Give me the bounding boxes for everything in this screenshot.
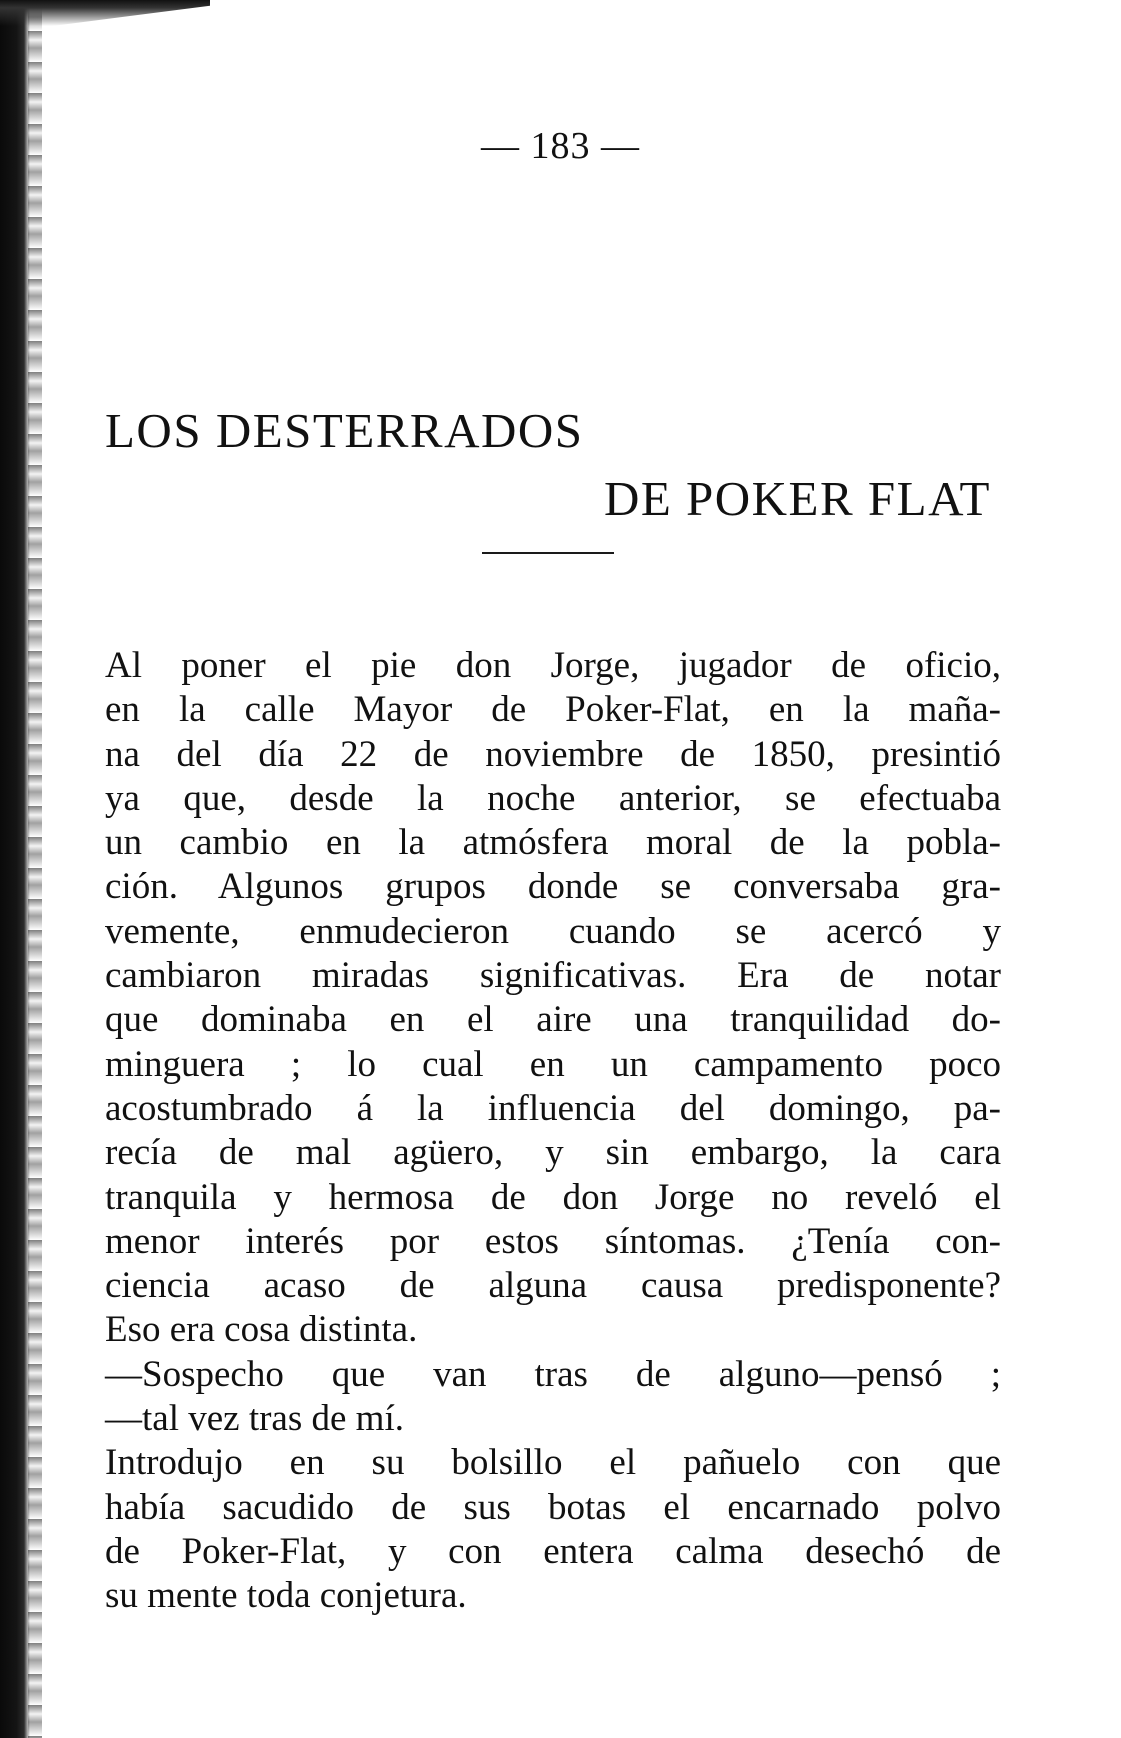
text-line: de Poker-Flat, y con entera calma desechó de [105, 1530, 1001, 1572]
binding-shadow [28, 0, 42, 1738]
text-line: vemente, enmudecieron cuando se acercó y [105, 910, 1001, 952]
text-line: su mente toda conjetura. [105, 1575, 467, 1617]
text-line: menor interés por estos síntomas. ¿Tenía con- [105, 1220, 1001, 1262]
text-line: tranquila y hermosa de don Jorge no reveló el [105, 1176, 1001, 1218]
text-line: —Sospecho que van tras de alguno—pensó ; [105, 1353, 1001, 1395]
text-line: ciencia acaso de alguna causa predisponente? [105, 1265, 1001, 1307]
binding-edge [0, 0, 30, 1738]
text-line: na del día 22 de noviembre de 1850, presintió [105, 733, 1001, 775]
page-number: — 183 — [481, 125, 640, 167]
text-line: Al poner el pie don Jorge, jugador de oficio, [105, 645, 1001, 686]
text-line: —tal vez tras de mí. [105, 1398, 404, 1440]
chapter-title-line-1: LOS DESTERRADOS [105, 403, 584, 458]
text-line: recía de mal agüero, y sin embargo, la cara [105, 1132, 1001, 1174]
text-line: Eso era cosa distinta. [105, 1309, 418, 1351]
title-divider [482, 552, 614, 554]
text-line: acostumbrado á la influencia del domingo, pa- [105, 1087, 1001, 1129]
body-text [105, 644, 1001, 1619]
text-line: que dominaba en el aire una tranquilidad do- [105, 999, 1001, 1041]
corner-smudge [0, 0, 210, 26]
text-line: cambiaron miradas significativas. Era de notar [105, 955, 1001, 997]
text-line: Introdujo en su bolsillo el pañuelo con que [105, 1442, 1001, 1484]
chapter-title-line-2: DE POKER FLAT [603, 471, 991, 526]
text-line: ya que, desde la noche anterior, se efectuaba [105, 777, 1001, 819]
text-line: minguera ; lo cual en un campamento poco [105, 1043, 1001, 1085]
text-line: ción. Algunos grupos donde se conversaba gra- [105, 866, 1001, 908]
text-line: un cambio en la atmósfera moral de la pobla- [105, 822, 1001, 864]
text-line: había sacudido de sus botas el encarnado polvo [105, 1486, 1001, 1528]
text-line: en la calle Mayor de Poker-Flat, en la maña- [105, 689, 1001, 731]
